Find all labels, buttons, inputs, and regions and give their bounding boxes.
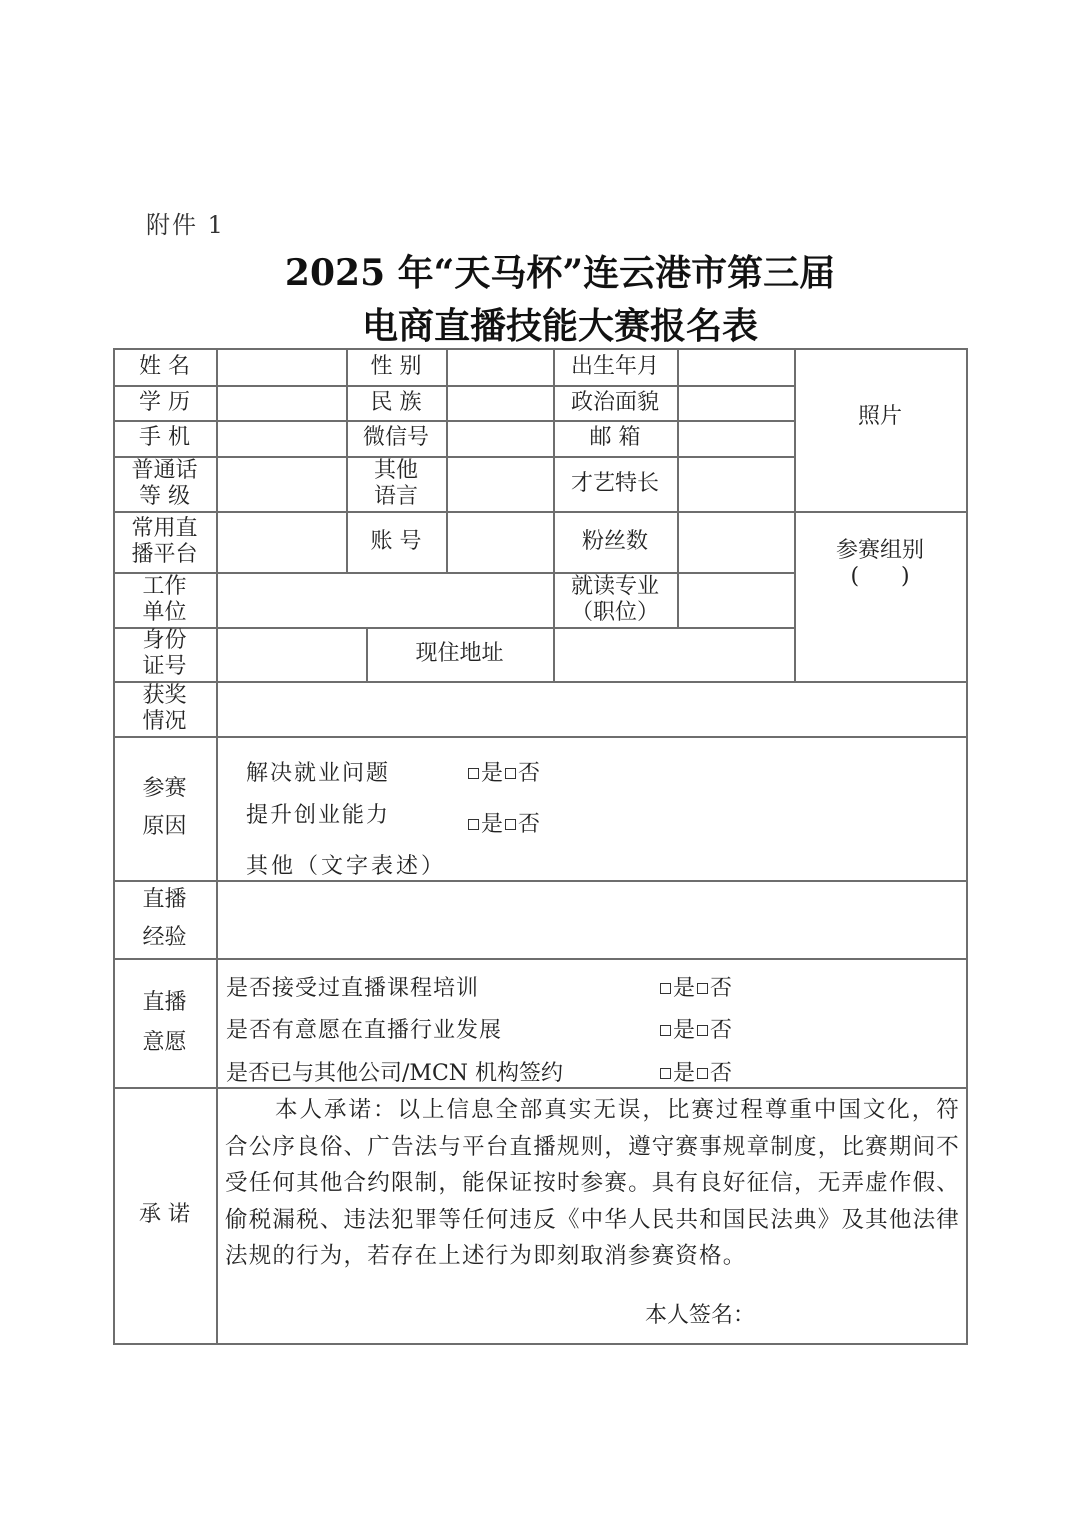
phone-field[interactable] (216, 420, 346, 456)
gender-field[interactable] (446, 348, 553, 385)
intention-choice-career[interactable] (660, 1013, 732, 1044)
label-group-line2: ( ) (850, 564, 910, 589)
label-intention-line1: 直播 (142, 989, 187, 1015)
label-education: 学 历 (139, 389, 190, 415)
label-other-language-line1: 其他 (373, 457, 418, 483)
label-other-language (346, 456, 446, 511)
label-reason-line1: 参赛 (142, 776, 187, 801)
checkbox-yes[interactable] (660, 983, 671, 994)
yes-label: 是 (673, 1018, 696, 1043)
work-unit-field[interactable] (216, 572, 553, 627)
other-language-field[interactable] (446, 456, 553, 511)
label-wechat: 微信号 (362, 425, 429, 450)
political-field[interactable] (677, 385, 794, 420)
label-pledge: 承 诺 (139, 1202, 190, 1227)
label-intention (113, 958, 216, 1087)
yes-label: 是 (673, 976, 696, 1001)
intention-text-mcn: 是否已与其他公司/MCN 机构签约 (226, 1061, 564, 1086)
email-field[interactable] (677, 420, 794, 456)
label-platform-line1: 常用直 (131, 515, 198, 541)
account-field[interactable] (446, 511, 553, 572)
birth-field[interactable] (677, 348, 794, 385)
label-platform (113, 511, 216, 572)
intention-text-career: 是否有意愿在直播行业发展 (226, 1018, 503, 1043)
label-awards (113, 681, 216, 736)
reason-choice-entrepreneurship[interactable] (468, 807, 540, 838)
awards-field[interactable] (216, 681, 966, 736)
no-label: 否 (710, 976, 733, 1001)
label-birth: 出生年月 (570, 353, 659, 379)
label-major-line2: （职位） (570, 599, 659, 625)
no-label: 否 (518, 812, 541, 837)
label-platform-line2: 播平台 (131, 541, 198, 567)
label-other-language-line2: 语言 (373, 483, 418, 509)
photo-box[interactable]: 照片 (857, 404, 902, 429)
form-title-line1: 2025 年“天马杯”连云港市第三届 (284, 252, 836, 294)
label-talent: 才艺特长 (570, 470, 659, 496)
label-gender: 性 别 (370, 353, 422, 379)
label-id-line2: 证号 (142, 654, 187, 679)
label-awards-line2: 情况 (142, 708, 187, 734)
checkbox-no[interactable] (505, 819, 516, 830)
major-field[interactable] (677, 572, 794, 627)
label-mandarin-level (113, 456, 216, 511)
intention-text-training: 是否接受过直播课程培训 (226, 976, 480, 1001)
yes-label: 是 (481, 761, 504, 786)
checkbox-no[interactable] (697, 983, 708, 994)
grid-line (966, 348, 968, 1344)
mandarin-field[interactable] (216, 456, 346, 511)
grid-line (113, 1087, 967, 1089)
label-awards-line1: 获奖 (142, 682, 187, 708)
signature-field[interactable] (760, 1296, 950, 1330)
label-work-line2: 单位 (142, 599, 187, 625)
label-reason (113, 736, 216, 880)
no-label: 否 (710, 1061, 733, 1086)
checkbox-yes[interactable] (660, 1068, 671, 1079)
form-title-line2: 电商直播技能大赛报名表 (361, 305, 758, 347)
address-field[interactable] (553, 627, 794, 681)
grid-line (113, 736, 967, 738)
attachment-label: 附件 1 (146, 211, 225, 239)
label-work-line1: 工作 (142, 573, 187, 599)
competition-group-field[interactable] (794, 511, 966, 681)
intention-choice-mcn[interactable] (660, 1056, 732, 1087)
reason-text-employment: 解决就业问题 (246, 761, 391, 786)
reason-choice-employment[interactable] (468, 756, 540, 787)
experience-field[interactable] (216, 880, 966, 958)
platform-field[interactable] (216, 511, 346, 572)
fans-field[interactable] (677, 511, 794, 572)
yes-label: 是 (673, 1061, 696, 1086)
checkbox-yes[interactable] (468, 768, 479, 779)
reason-text-entrepreneurship: 提升创业能力 (246, 803, 391, 828)
talent-field[interactable] (677, 456, 794, 511)
checkbox-no[interactable] (505, 768, 516, 779)
ethnicity-field[interactable] (446, 385, 553, 420)
label-ethnicity: 民 族 (370, 389, 422, 415)
intention-choice-training[interactable] (660, 971, 732, 1002)
label-fans: 粉丝数 (581, 528, 648, 554)
label-major (553, 572, 677, 627)
pledge-text: 本人承诺：以上信息全部真实无误，比赛过程尊重中国文化，符合公序良俗、广告法与平台直播规则，遵守赛事规章制度，比赛期间不受任何其他合约限制，能保证按时参赛。具有良好征信，无弄虚作假、偷税漏税、违法犯罪等任何违反《中华人民共和国民法典》及其他法律法规的行为，若存在上述行为即刻取消参赛资格。 (225, 1097, 960, 1269)
label-name: 姓 名 (139, 353, 190, 379)
id-number-field[interactable] (216, 627, 366, 681)
label-id-number (113, 627, 216, 681)
label-reason-line2: 原因 (142, 814, 187, 839)
reason-text-other[interactable]: 其他（文字表述） (246, 854, 447, 879)
grid-line (113, 958, 967, 960)
label-mandarin-line1: 普通话 (131, 457, 198, 483)
label-intention-line2: 意愿 (142, 1029, 187, 1055)
name-field[interactable] (216, 348, 346, 385)
yes-label: 是 (481, 812, 504, 837)
no-label: 否 (710, 1018, 733, 1043)
checkbox-no[interactable] (697, 1068, 708, 1079)
label-major-line1: 就读专业 (570, 573, 659, 599)
checkbox-yes[interactable] (660, 1025, 671, 1036)
label-experience (113, 880, 216, 958)
label-email: 邮 箱 (589, 425, 641, 450)
no-label: 否 (518, 761, 541, 786)
label-political: 政治面貌 (570, 389, 659, 415)
label-group-line1: 参赛组别 (835, 538, 924, 563)
label-id-line1: 身份 (142, 628, 187, 653)
grid-line (113, 1343, 968, 1345)
label-address: 现住地址 (415, 641, 504, 666)
label-work-unit (113, 572, 216, 627)
wechat-field[interactable] (446, 420, 553, 456)
checkbox-yes[interactable] (468, 819, 479, 830)
checkbox-no[interactable] (697, 1025, 708, 1036)
label-phone: 手 机 (139, 425, 190, 450)
label-account: 账 号 (370, 528, 422, 554)
education-field[interactable] (216, 385, 346, 420)
label-mandarin-line2: 等 级 (139, 483, 190, 509)
signature-label: 本人签名： (645, 1303, 756, 1328)
label-experience-line1: 直播 (142, 887, 187, 912)
label-experience-line2: 经验 (142, 925, 187, 950)
